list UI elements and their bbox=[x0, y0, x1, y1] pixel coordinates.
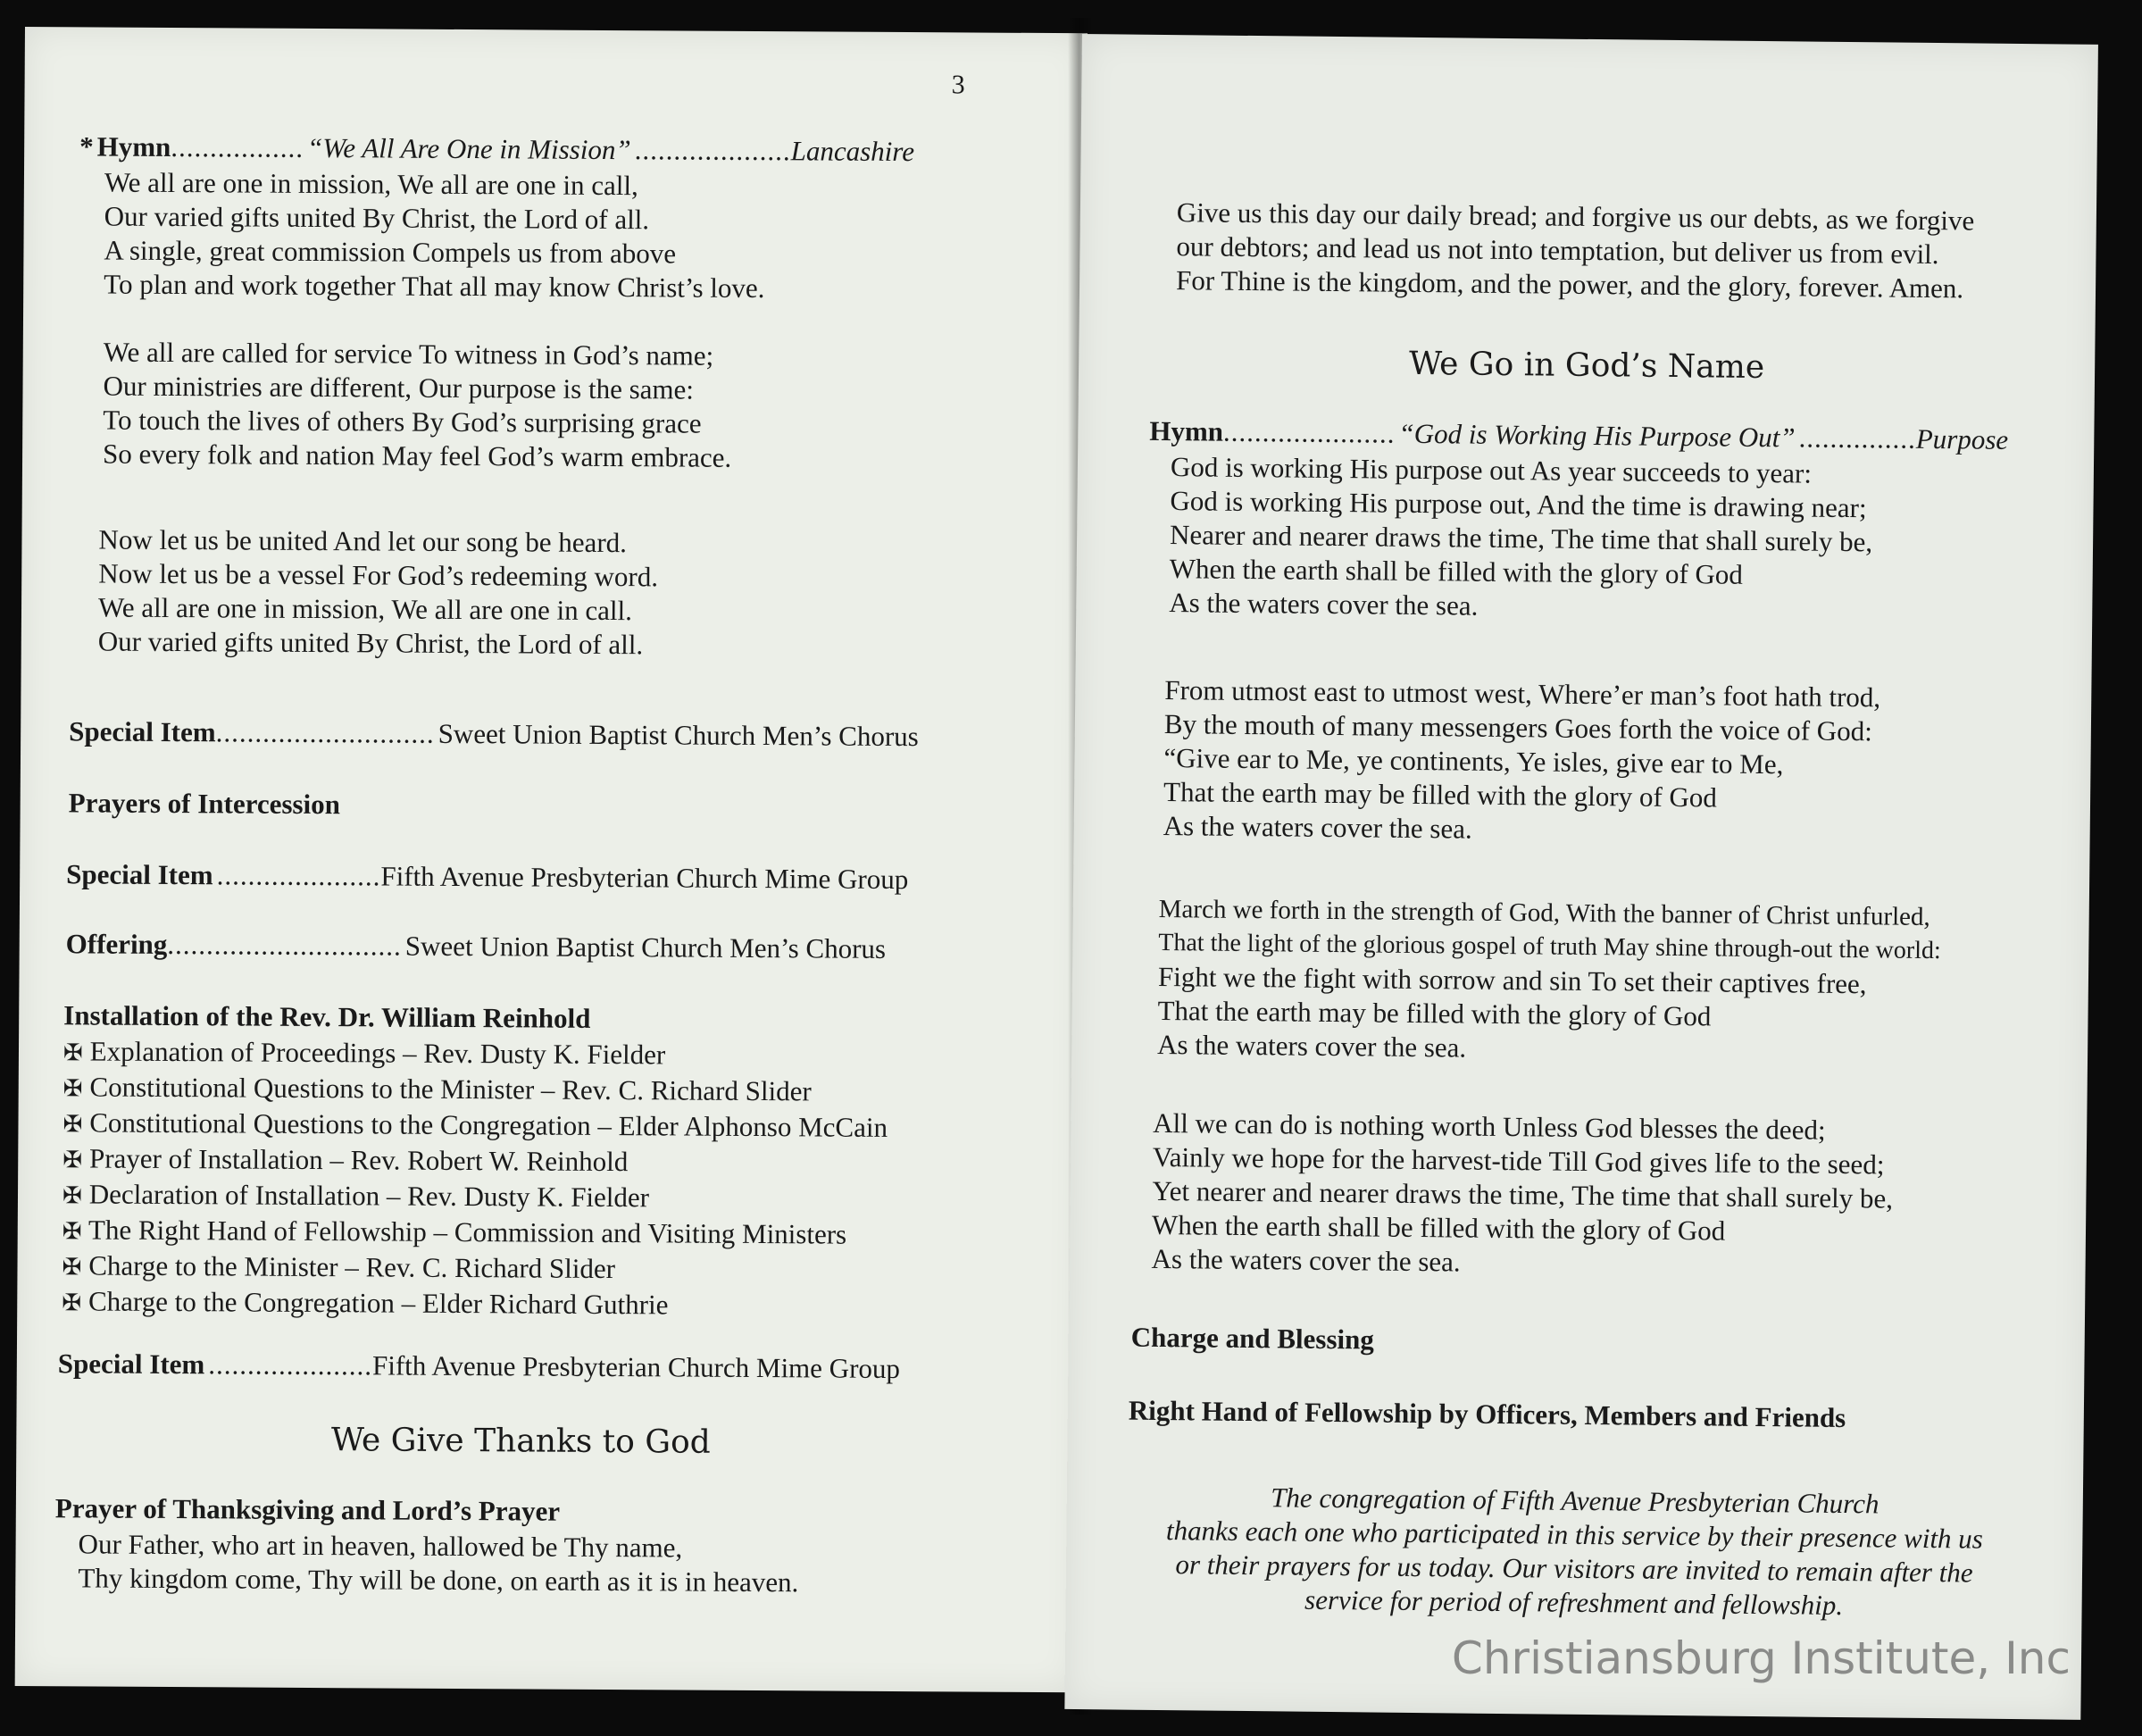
cross-icon: ✠ bbox=[62, 1182, 82, 1209]
cross-icon: ✠ bbox=[63, 1039, 83, 1066]
verse-line: Vainly we hope for the harvest-tide Till God gives life to the seed; bbox=[1152, 1140, 1885, 1181]
verse-line: Our varied gifts united By Christ, the Lord of all. bbox=[97, 625, 644, 661]
installation-item: ✠ Charge to the Congregation – Elder Richard Guthrie bbox=[62, 1285, 669, 1321]
hymn2-verse2 bbox=[1163, 673, 2092, 853]
verse-line: We all are called for service To witness in God’s name; bbox=[103, 336, 714, 371]
hymn2-verse3 bbox=[1157, 892, 2089, 1072]
section-title-go-in-gods-name: We Go in God’s Name bbox=[1408, 345, 1765, 387]
installation-item: ✠ Explanation of Proceedings – Rev. Dusty K. Fielder bbox=[63, 1035, 666, 1071]
special-item-dots: ............................ bbox=[215, 716, 435, 749]
prayer-section bbox=[55, 1491, 1079, 1532]
cross-icon: ✠ bbox=[63, 1075, 83, 1102]
verse-line: We all are one in mission, We all are one in call, bbox=[104, 166, 638, 202]
hymn1-tune: Lancashire bbox=[790, 135, 915, 168]
watermark: Christiansburg Institute, Inc bbox=[1451, 1632, 2071, 1684]
verse-line: All we can do is nothing worth Unless God blesses the deed; bbox=[1153, 1106, 1826, 1146]
special-item-label: Special Item bbox=[69, 715, 216, 748]
verse-line: Yet nearer and nearer draws the time, The time that shall surely be, bbox=[1152, 1174, 1894, 1214]
offering-label: Offering bbox=[65, 928, 168, 960]
installation-list bbox=[62, 1034, 1081, 1326]
verse-line: That the light of the glorious gospel of truth May shine through-out the world: bbox=[1158, 928, 1941, 965]
verse-line: Now let us be a vessel For God’s redeeming word. bbox=[98, 557, 659, 593]
verse-line: As the waters cover the sea. bbox=[1163, 809, 1472, 845]
verse-line: Our varied gifts united By Christ, the Lord of all. bbox=[104, 200, 650, 236]
verse-line: God is working His purpose out As year succeeds to year: bbox=[1170, 451, 1813, 489]
prayer-line: Give us this day our daily bread; and forgive us our debts, as we forgive bbox=[1176, 196, 1975, 237]
hymn1-title: “We All Are One in Mission” bbox=[307, 131, 631, 166]
closing-message bbox=[1101, 1479, 2047, 1624]
prayers-of-intercession bbox=[69, 786, 1083, 826]
hymn1-label: Hymn bbox=[96, 130, 171, 163]
verse-line: As the waters cover the sea. bbox=[1151, 1242, 1461, 1278]
hymn2-tune: Purpose bbox=[1915, 422, 2009, 455]
prayer-continued bbox=[1176, 196, 2096, 307]
offering bbox=[66, 927, 1082, 967]
prayer-title: Prayer of Thanksgiving and Lord’s Prayer bbox=[54, 1492, 561, 1527]
charge-and-blessing bbox=[1131, 1321, 2085, 1365]
verse-line: Now let us be united And let our song be heard. bbox=[98, 523, 628, 559]
hymn1-dots2: .................... bbox=[634, 134, 791, 167]
verse-line: To touch the lives of others By God’s surprising grace bbox=[103, 404, 702, 439]
closing-line: The congregation of Fifth Avenue Presbyterian Church bbox=[1270, 1481, 1879, 1520]
prayer-line: Our Father, who art in heaven, hallowed be Thy name, bbox=[78, 1528, 683, 1564]
cross-icon: ✠ bbox=[63, 1147, 83, 1173]
verse-line: From utmost east to utmost west, Where’er man’s foot hath trod, bbox=[1164, 674, 1881, 714]
hymn2-label: Hymn bbox=[1149, 414, 1224, 447]
installation-section bbox=[63, 998, 1081, 1039]
installation-item: ✠ Charge to the Minister – Rev. C. Richard Slider bbox=[62, 1249, 616, 1285]
hymn2-dots2: ............... bbox=[1798, 421, 1917, 455]
special-item-performer: Fifth Avenue Presbyterian Church Mime Group bbox=[380, 860, 909, 896]
verse-line: A single, great commission Compels us from above bbox=[104, 234, 677, 270]
hymn1-heading bbox=[79, 129, 1087, 170]
installation-item: ✠ The Right Hand of Fellowship – Commission and Visiting Ministers bbox=[62, 1214, 847, 1250]
prayer-line: our debtors; and lead us not into temptation, but deliver us from evil. bbox=[1176, 230, 1939, 271]
verse-line: March we forth in the strength of God, With the banner of Christ unfurled, bbox=[1158, 894, 1930, 931]
hymn2-verse1 bbox=[1169, 450, 2094, 630]
charge-label: Charge and Blessing bbox=[1130, 1321, 1375, 1356]
hymn1-verse2 bbox=[103, 336, 1086, 478]
cross-icon: ✠ bbox=[62, 1254, 82, 1281]
special-item-label: Special Item bbox=[57, 1348, 205, 1381]
prayer-line: For Thine is the kingdom, and the power, and the glory, forever. Amen. bbox=[1175, 264, 1964, 305]
right-page bbox=[1064, 34, 2098, 1720]
verse-line: Fight we the fight with sorrow and sin To set their captives free, bbox=[1157, 960, 1867, 1000]
verse-line: That the earth may be filled with the glory of God bbox=[1157, 994, 1712, 1032]
installation-item: ✠ Declaration of Installation – Rev. Dusty K. Fielder bbox=[62, 1178, 650, 1214]
hymn2-title: “God is Working His Purpose Out” bbox=[1398, 417, 1796, 454]
special-item-label: Special Item bbox=[66, 858, 213, 891]
prayer-lines bbox=[78, 1527, 1078, 1601]
closing-line: thanks each one who participated in this service by their presence with us bbox=[1165, 1515, 1984, 1555]
closing-line: or their prayers for us today. Our visitors are invited to remain after the bbox=[1175, 1548, 1973, 1589]
offering-performer: Sweet Union Baptist Church Men’s Chorus bbox=[404, 930, 887, 964]
section-title-give-thanks: We Give Thanks to God bbox=[330, 1422, 711, 1461]
verse-line: Nearer and nearer draws the time, The time that shall surely be, bbox=[1169, 519, 1873, 558]
verse-line: So every folk and nation May feel God’s warm embrace. bbox=[102, 438, 732, 473]
hymn1-star: * bbox=[79, 130, 94, 163]
special-item-performer: Fifth Avenue Presbyterian Church Mime Group bbox=[371, 1349, 901, 1385]
verse-line: To plan and work together That all may know Christ’s love. bbox=[104, 268, 765, 305]
hymn1-verse1 bbox=[104, 166, 1087, 308]
verse-line: When the earth shall be filled with the glory of God bbox=[1151, 1208, 1726, 1247]
prayers-label: Prayers of Intercession bbox=[68, 787, 340, 821]
special-item-1 bbox=[69, 714, 1083, 755]
left-page bbox=[15, 27, 1088, 1692]
cross-icon: ✠ bbox=[62, 1289, 82, 1316]
right-hand-label: Right Hand of Fellowship by Officers, Members and Friends bbox=[1128, 1394, 1846, 1434]
installation-title: Installation of the Rev. Dr. William Reinhold bbox=[63, 999, 591, 1034]
special-item-performer: Sweet Union Baptist Church Men’s Chorus bbox=[438, 717, 919, 753]
hymn2-verse4 bbox=[1151, 1106, 2087, 1286]
closing-line: service for period of refreshment and fellowship. bbox=[1304, 1583, 1844, 1622]
page-number: 3 bbox=[951, 70, 965, 100]
hymn1-dots1: ................. bbox=[171, 131, 304, 163]
cross-icon: ✠ bbox=[62, 1218, 82, 1245]
verse-line: That the earth may be filled with the glory of God bbox=[1163, 776, 1718, 814]
special-item-3 bbox=[58, 1347, 1079, 1387]
cross-icon: ✠ bbox=[63, 1111, 83, 1138]
verse-line: As the waters cover the sea. bbox=[1169, 587, 1479, 622]
verse-line: We all are one in mission, We all are one in call. bbox=[97, 591, 633, 627]
verse-line: As the waters cover the sea. bbox=[1156, 1028, 1467, 1064]
verse-line: Our ministries are different, Our purpose is the same: bbox=[103, 370, 695, 405]
special-item-dots: ..................... bbox=[216, 859, 381, 892]
installation-item: ✠ Prayer of Installation – Rev. Robert W. Reinhold bbox=[63, 1142, 629, 1178]
special-item-2 bbox=[66, 857, 1082, 897]
verse-line: God is working His purpose out, And the time is drawing near; bbox=[1170, 485, 1867, 524]
special-item-dots: ..................... bbox=[208, 1348, 373, 1381]
offering-dots: .............................. bbox=[167, 928, 402, 962]
right-hand-of-fellowship bbox=[1129, 1394, 2084, 1438]
installation-item: ✠ Constitutional Questions to the Congregation – Elder Alphonso McCain bbox=[63, 1106, 888, 1143]
hymn2-dots1: ...................... bbox=[1222, 415, 1396, 449]
verse-line: “Give ear to Me, ye continents, Ye isles, give ear to Me, bbox=[1163, 742, 1784, 780]
verse-line: When the earth shall be filled with the glory of God bbox=[1169, 553, 1744, 590]
prayer-line: Thy kingdom come, Thy will be done, on earth as it is in heaven. bbox=[78, 1562, 799, 1598]
installation-item: ✠ Constitutional Questions to the Minister – Rev. C. Richard Slider bbox=[63, 1071, 812, 1107]
verse-line: By the mouth of many messengers Goes forth the voice of God: bbox=[1163, 708, 1872, 747]
hymn1-verse3 bbox=[98, 523, 1085, 665]
